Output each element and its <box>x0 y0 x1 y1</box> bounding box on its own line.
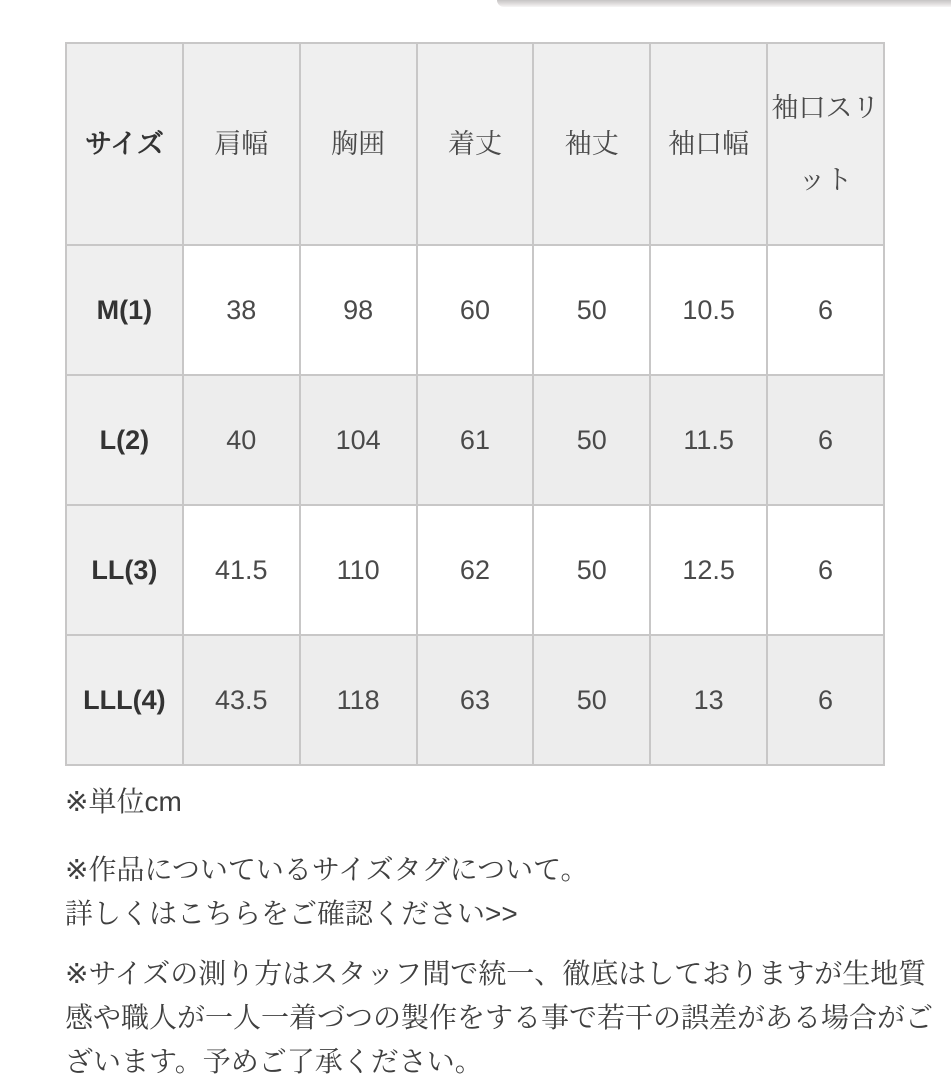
size-value-cell: 63 <box>417 635 534 765</box>
top-card-shadow-strip <box>497 0 951 7</box>
size-row-label: L(2) <box>66 375 183 505</box>
size-value-cell: 43.5 <box>183 635 300 765</box>
table-row <box>66 375 884 505</box>
size-value-cell: 6 <box>767 245 884 375</box>
size-tag-note <box>65 848 945 936</box>
size-value-cell: 6 <box>767 635 884 765</box>
size-column-header: サイズ <box>66 43 183 245</box>
size-value-cell: 40 <box>183 375 300 505</box>
unit-note: ※単位cm <box>65 786 182 817</box>
disclaimer-note: ※サイズの測り方はスタッフ間で統一、徹底はしておりますが生地質感や職人が一人一着づつの製作をする事で若干の誤差がある場合がございます。予めご了承ください。 <box>65 958 934 1077</box>
size-value-cell: 41.5 <box>183 505 300 635</box>
table-row <box>66 245 884 375</box>
measure-column-header: 袖口スリット <box>767 43 884 245</box>
size-value-cell: 98 <box>300 245 417 375</box>
measure-column-header: 胸囲 <box>300 43 417 245</box>
size-value-cell: 50 <box>533 245 650 375</box>
measure-column-header: 袖丈 <box>533 43 650 245</box>
size-notes <box>65 780 945 1080</box>
size-value-cell: 11.5 <box>650 375 767 505</box>
size-value-cell: 110 <box>300 505 417 635</box>
size-row-label: LLL(4) <box>66 635 183 765</box>
size-chart-table <box>65 42 885 766</box>
size-tag-details-link[interactable]: 詳しくはこちらをご確認ください>> <box>65 898 518 929</box>
size-value-cell: 60 <box>417 245 534 375</box>
size-value-cell: 6 <box>767 375 884 505</box>
size-tag-note-line: ※作品についているサイズタグについて。 <box>65 854 589 885</box>
size-value-cell: 38 <box>183 245 300 375</box>
size-value-cell: 50 <box>533 635 650 765</box>
size-value-cell: 50 <box>533 505 650 635</box>
size-row-label: M(1) <box>66 245 183 375</box>
size-row-label: LL(3) <box>66 505 183 635</box>
size-value-cell: 50 <box>533 375 650 505</box>
size-value-cell: 104 <box>300 375 417 505</box>
size-value-cell: 6 <box>767 505 884 635</box>
header-row <box>66 43 884 245</box>
size-value-cell: 61 <box>417 375 534 505</box>
size-value-cell: 62 <box>417 505 534 635</box>
table-row <box>66 635 884 765</box>
measure-column-header: 袖口幅 <box>650 43 767 245</box>
size-value-cell: 118 <box>300 635 417 765</box>
size-value-cell: 10.5 <box>650 245 767 375</box>
table-row <box>66 505 884 635</box>
size-value-cell: 12.5 <box>650 505 767 635</box>
measure-column-header: 着丈 <box>417 43 534 245</box>
size-value-cell: 13 <box>650 635 767 765</box>
size-table-header <box>66 43 884 245</box>
size-table-body <box>66 245 884 765</box>
measure-column-header: 肩幅 <box>183 43 300 245</box>
